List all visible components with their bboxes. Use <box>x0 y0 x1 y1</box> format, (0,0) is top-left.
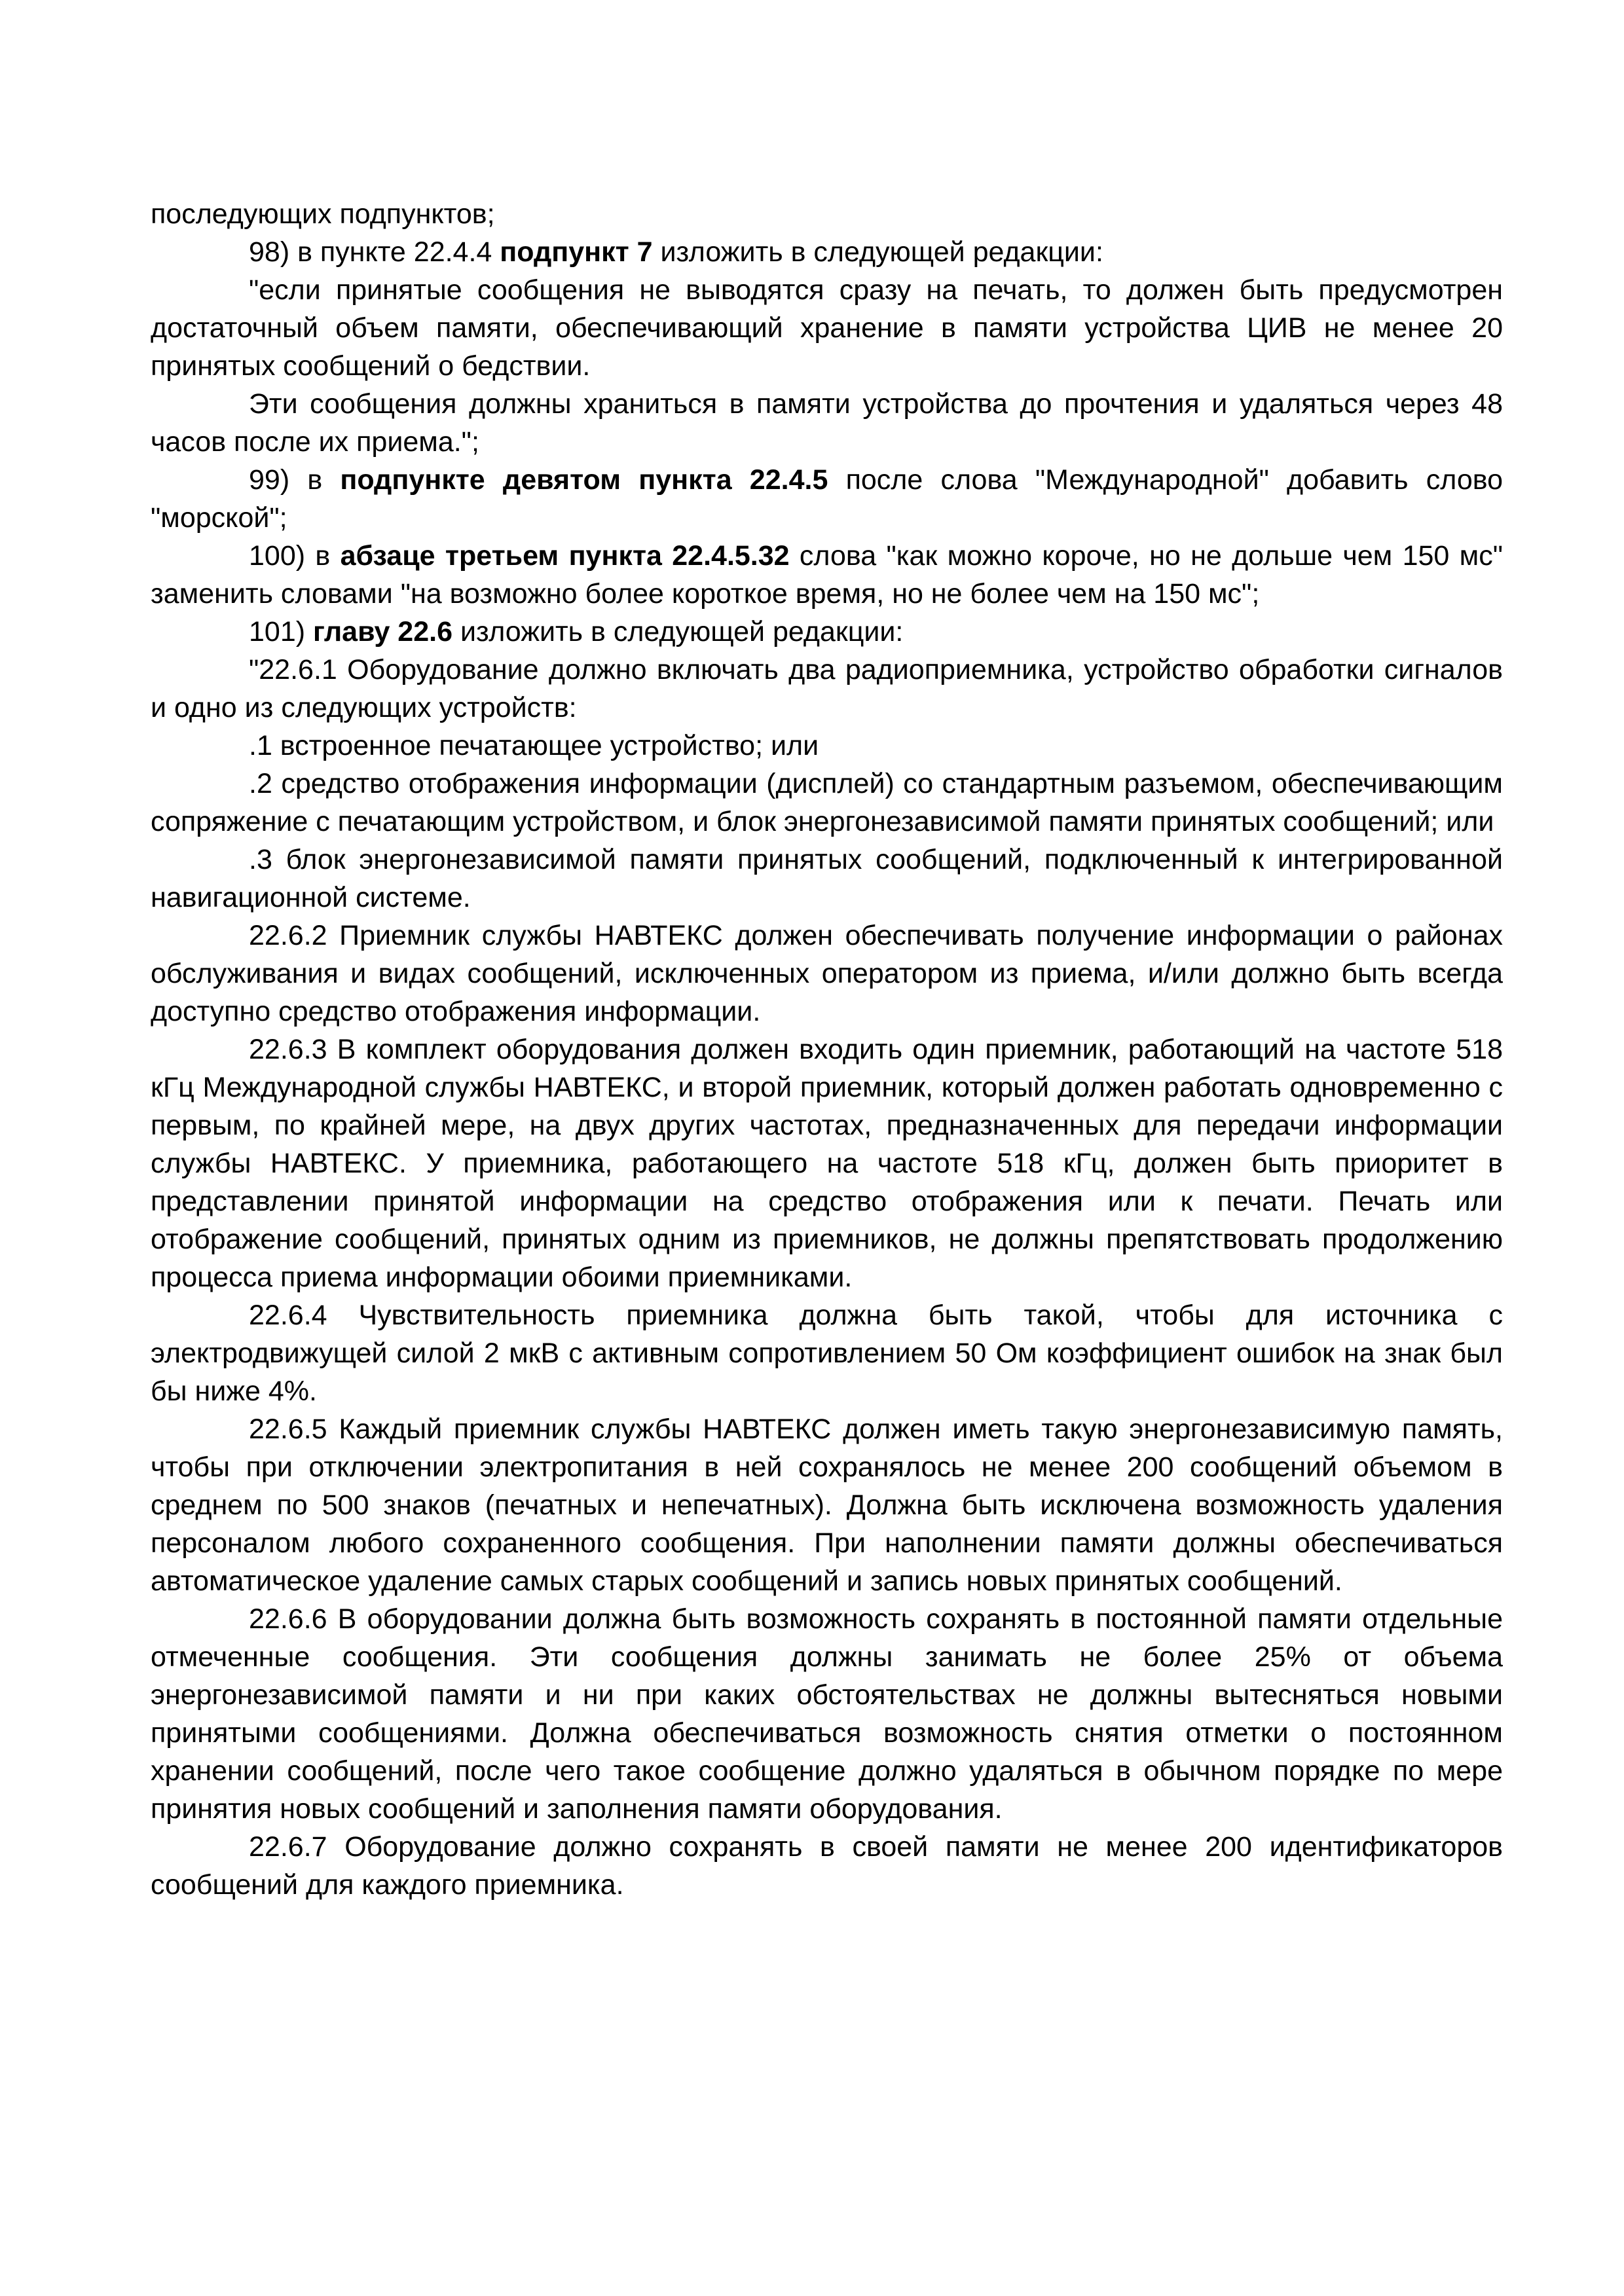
paragraph-22-6-5 <box>151 1410 1503 1600</box>
text-run: "22.6.1 Оборудование должно включать два радиоприемника, устройство обработки сигналов и одно из следующих устройств: <box>151 654 1503 723</box>
bold-reference: главу 22.6 <box>313 616 452 647</box>
paragraph-continuation <box>151 195 1503 233</box>
paragraph-22-6-7 <box>151 1828 1503 1904</box>
text-run: 22.6.4 Чувствительность приемника должна быть такой, чтобы для источника с электродвижущей силой 2 мкВ с активным сопротивлением 50 Ом коэффициент ошибок на знак был бы ниже 4%. <box>151 1300 1503 1407</box>
text-run: слова "как можно короче, но не дольше чем 150 мс" заменить словами "на возможно более короткое время, но не более чем на 150 мс"; <box>151 540 1503 610</box>
paragraph-list-2 <box>151 765 1503 841</box>
text-run: последующих подпунктов; <box>151 198 495 230</box>
document-page <box>151 195 1503 1904</box>
bold-reference: подпункте девятом пункта 22.4.5 <box>340 464 828 496</box>
paragraph-22-6-3 <box>151 1030 1503 1296</box>
paragraph-list-3 <box>151 841 1503 917</box>
paragraph-item-100 <box>151 537 1503 613</box>
text-run: 98) в пункте 22.4.4 <box>249 236 500 268</box>
paragraph-22-6-1 <box>151 651 1503 727</box>
text-run: 22.6.2 Приемник службы НАВТЕКС должен обеспечивать получение информации о районах обслуживания и видах сообщений, исключенных оператором из приема, и/или должно быть всегда доступно средство отображения информации. <box>151 920 1503 1027</box>
paragraph-list-1 <box>151 727 1503 765</box>
paragraph-22-6-6 <box>151 1600 1503 1828</box>
paragraph-quote-storage <box>151 385 1503 461</box>
paragraph-item-101 <box>151 613 1503 651</box>
text-run: 101) <box>249 616 314 647</box>
text-run: 22.6.5 Каждый приемник службы НАВТЕКС должен иметь такую энергонезависимую память, чтобы при отключении электропитания в ней сохранялось не менее 200 сообщений объемом в среднем по 500 знаков (печатных и непечатных). Должна быть исключена возможность удаления персоналом любого сохраненного сообщения. При наполнении памяти должны обеспечиваться автоматическое удаление самых старых сообщений и запись новых принятых сообщений. <box>151 1413 1503 1597</box>
text-run: .1 встроенное печатающее устройство; или <box>249 730 819 761</box>
text-run: 22.6.7 Оборудование должно сохранять в своей памяти не менее 200 идентификаторов сообщений для каждого приемника. <box>151 1831 1503 1901</box>
text-run: 100) в <box>249 540 341 572</box>
paragraph-item-99 <box>151 461 1503 537</box>
text-run: 99) в <box>249 464 341 496</box>
paragraph-quote-memory <box>151 271 1503 385</box>
text-run: изложить в следующей редакции: <box>652 236 1103 268</box>
bold-reference: абзаце третьем пункта 22.4.5.32 <box>340 540 790 572</box>
paragraph-22-6-4 <box>151 1296 1503 1410</box>
text-run: 22.6.6 В оборудовании должна быть возможность сохранять в постоянной памяти отдельные отмеченные сообщения. Эти сообщения должны занимать не более 25% от объема энергонезависимой памяти и ни при каких обстоятельствах не должны вытесняться новыми принятыми сообщениями. Должна обеспечиваться возможность снятия отметки о постоянном хранении сообщений, после чего такое сообщение должно удаляться в обычном порядке по мере принятия новых сообщений и заполнения памяти оборудования. <box>151 1603 1503 1825</box>
text-run: изложить в следующей редакции: <box>452 616 904 647</box>
text-run: Эти сообщения должны храниться в памяти устройства до прочтения и удаляться через 48 часов после их приема."; <box>151 388 1503 458</box>
text-run: .2 средство отображения информации (дисплей) со стандартным разъемом, обеспечивающим сопряжение с печатающим устройством, и блок энергонезависимой памяти принятых сообщений; или <box>151 768 1503 837</box>
bold-reference: подпункт 7 <box>500 236 653 268</box>
paragraph-22-6-2 <box>151 917 1503 1030</box>
text-run: "если принятые сообщения не выводятся сразу на печать, то должен быть предусмотрен достаточный объем памяти, обеспечивающий хранение в памяти устройства ЦИВ не менее 20 принятых сообщений о бедствии. <box>151 274 1503 382</box>
text-run: .3 блок энергонезависимой памяти принятых сообщений, подключенный к интегрированной навигационной системе. <box>151 844 1503 913</box>
text-run: 22.6.3 В комплект оборудования должен входить один приемник, работающий на частоте 518 кГц Международной службы НАВТЕКС, и второй приемник, который должен работать одновременно с первым, по крайней мере, на двух других частотах, предназначенных для передачи информации службы НАВТЕКС. У приемника, работающего на частоте 518 кГц, должен быть приоритет в представлении принятой информации на средство отображения или к печати. Печать или отображение сообщений, принятых одним из приемников, не должны препятствовать продолжению процесса приема информации обоими приемниками. <box>151 1034 1503 1293</box>
paragraph-item-98 <box>151 233 1503 271</box>
text-run: после слова "Международной" добавить слово "морской"; <box>151 464 1504 534</box>
